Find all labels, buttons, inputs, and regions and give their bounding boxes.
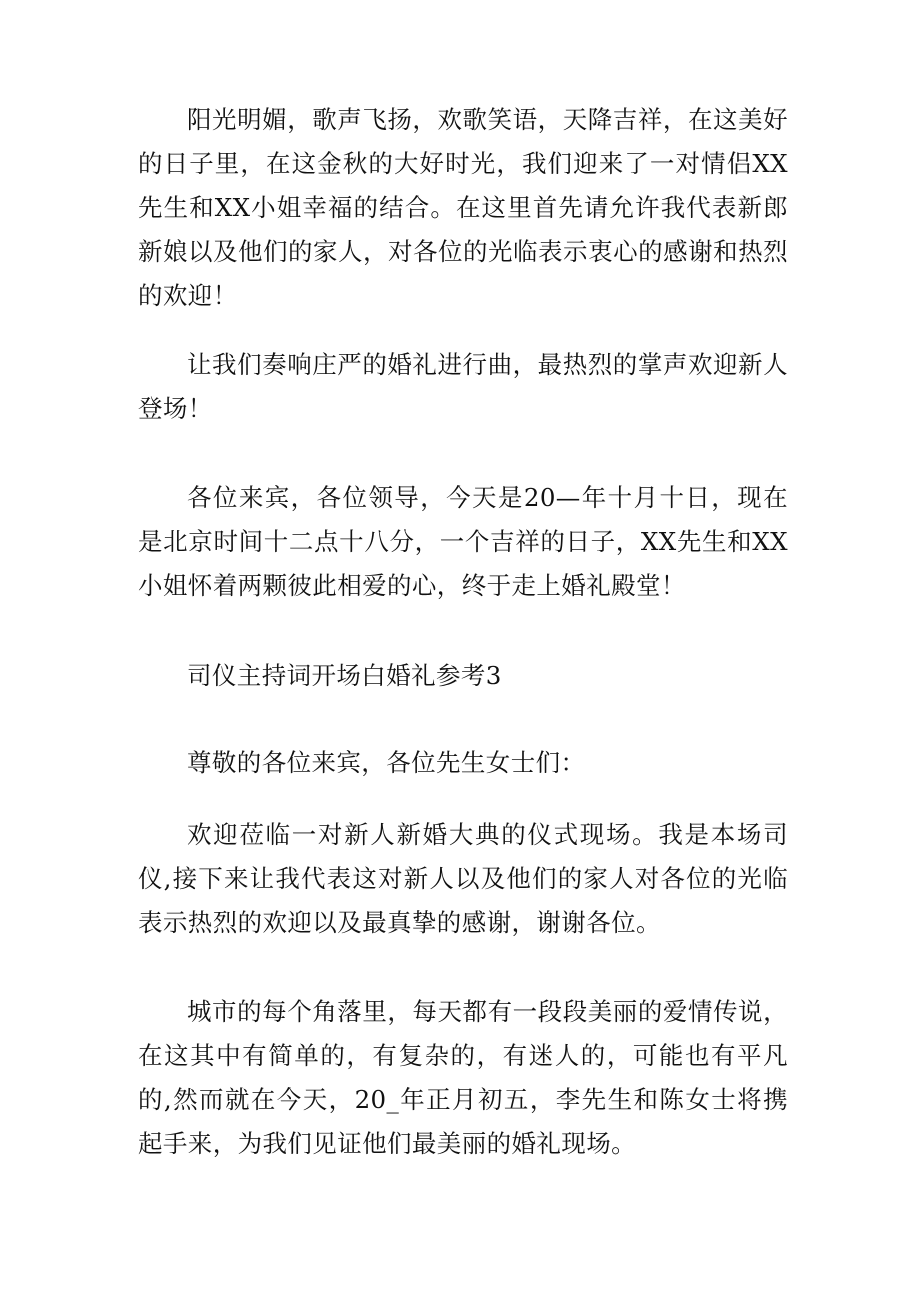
paragraph-salutation: 尊敬的各位来宾，各位先生女士们： bbox=[187, 748, 586, 777]
paragraph-host-welcome: 欢迎莅临一对新人新婚大典的仪式现场。我是本场司仪,接下来让我代表这对新人以及他们的家人对各位的光临表示热烈的欢迎以及最真挚的感谢，谢谢各位。 bbox=[138, 820, 788, 937]
paragraph-wedding-march: 让我们奏响庄严的婚礼进行曲，最热烈的掌声欢迎新人登场！ bbox=[138, 350, 788, 423]
section-heading: 司仪主持词开场白婚礼参考3 bbox=[187, 661, 502, 690]
paragraph-date-time: 各位来宾，各位领导，今天是20—年十月十日，现在是北京时间十二点十八分，一个吉祥的日子，XX先生和XX小姐怀着两颗彼此相爱的心，终于走上婚礼殿堂！ bbox=[138, 483, 788, 600]
paragraph-opening-welcome: 阳光明媚，歌声飞扬，欢歌笑语，天降吉祥，在这美好的日子里，在这金秋的大好时光，我们迎来了一对情侣XX先生和XX小姐幸福的结合。在这里首先请允许我代表新郎新娘以及他们的家人，对各位的光临表示衷心的感谢和热烈的欢迎！ bbox=[138, 105, 788, 310]
paragraph-love-story: 城市的每个角落里，每天都有一段段美丽的爱情传说，在这其中有简单的，有复杂的，有迷人的，可能也有平凡的,然而就在今天，20_年正月初五，李先生和陈女士将携起手来，为我们见证他们最美丽的婚礼现场。 bbox=[138, 997, 788, 1158]
